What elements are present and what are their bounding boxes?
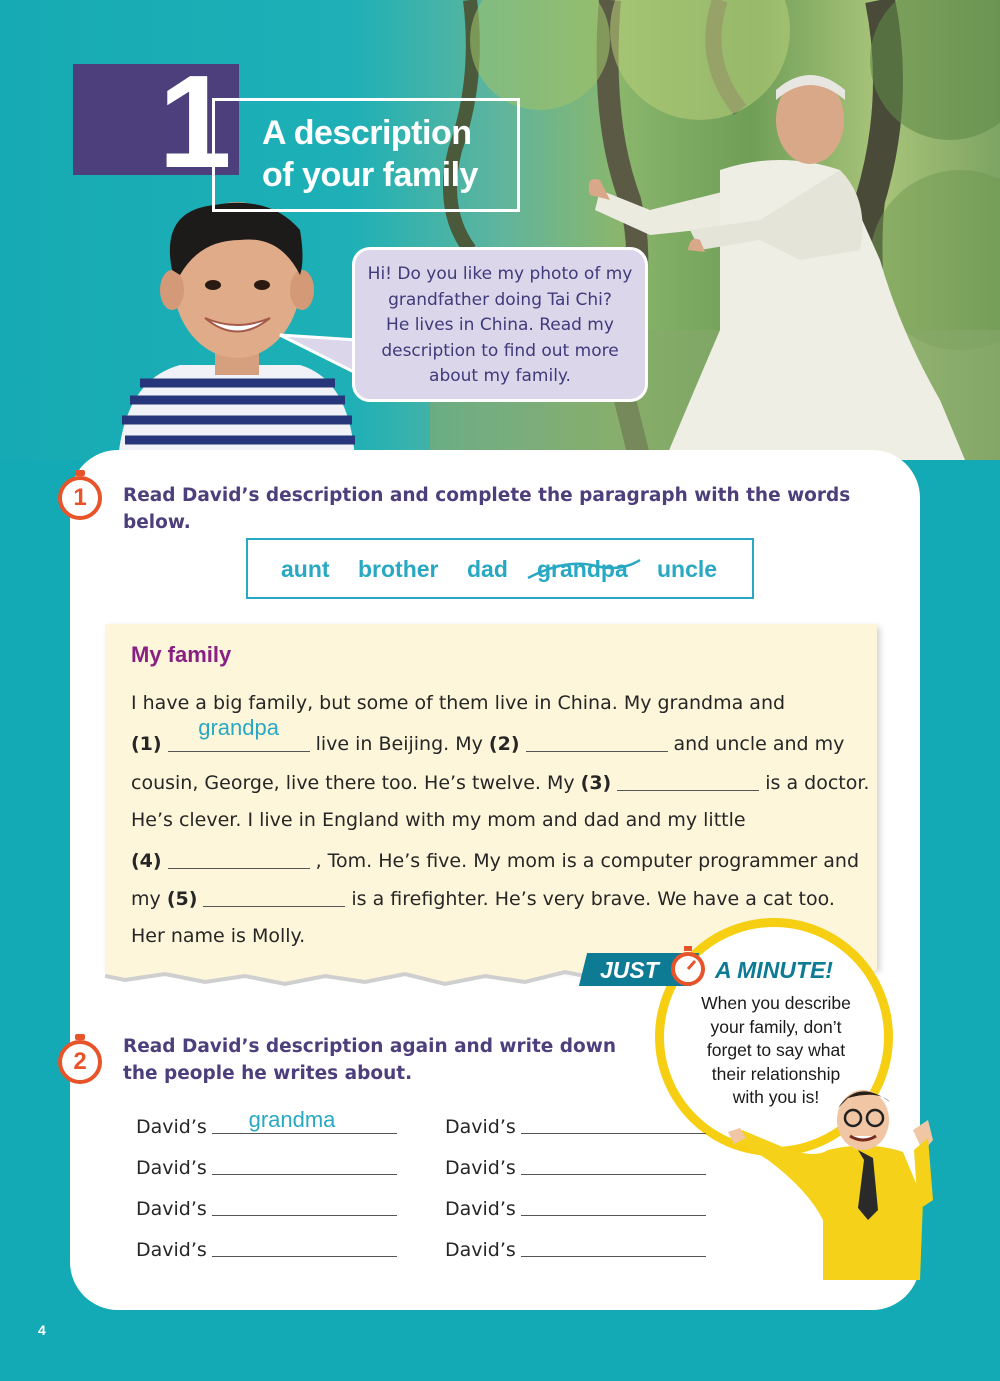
answer-label: David’s	[136, 1239, 207, 1261]
boy-figure	[118, 202, 355, 460]
cartoon-teacher-figure	[728, 1080, 938, 1280]
answer-label: David’s	[136, 1116, 207, 1138]
tip-line: forget to say what	[706, 1040, 846, 1060]
answer-line[interactable]	[521, 1133, 706, 1134]
blank-number: (5)	[166, 888, 198, 910]
paragraph-line	[131, 715, 845, 757]
blank-5[interactable]	[203, 884, 345, 907]
tip-line: with you is!	[732, 1087, 820, 1107]
paragraph-line	[131, 807, 746, 833]
paragraph-text: and uncle and my	[673, 733, 845, 755]
exercise1-instruction: Read David’s description and complete the paragraph with the words below.	[123, 485, 851, 533]
answer-label: David’s	[445, 1116, 516, 1138]
blank-1[interactable]	[168, 715, 310, 752]
paragraph-text: cousin, George, live there too. He’s twelve. My	[131, 772, 575, 794]
paragraph-text: Her name is Molly.	[131, 925, 306, 947]
tip-line: their relationship	[711, 1063, 841, 1084]
paragraph-title: My family	[131, 642, 232, 667]
answer-line[interactable]	[521, 1174, 706, 1175]
word-bank-word: dad	[467, 556, 508, 582]
example-answer: grandma	[248, 1107, 336, 1132]
blank-number: (4)	[131, 850, 162, 872]
paragraph-line	[131, 923, 305, 949]
word-bank-word: brother	[358, 556, 439, 582]
paragraph-text: live in Beijing. My	[315, 733, 483, 755]
bubble-line: Hi! Do you like my photo of my	[367, 264, 633, 284]
answer-label: David’s	[445, 1157, 516, 1179]
stopwatch-icon	[668, 945, 708, 989]
exercise2-instruction-line1: Read David’s description again and write down	[123, 1036, 617, 1057]
answer-line[interactable]	[212, 1133, 397, 1134]
unit-number: 1	[158, 48, 232, 195]
answer-line[interactable]	[212, 1215, 397, 1216]
unit-title-line1: A description	[262, 114, 472, 152]
exercise2-stopwatch-icon: 2	[58, 1040, 102, 1084]
answer-label: David’s	[136, 1198, 207, 1220]
tip-line: When you describe	[701, 993, 851, 1013]
paragraph-text: my	[131, 888, 161, 910]
speech-bubble	[352, 247, 648, 402]
bubble-line: grandfather doing Tai Chi?	[388, 289, 612, 310]
blank-4[interactable]	[168, 846, 310, 869]
tip-just-label: JUST	[600, 957, 659, 983]
word-bank-word-crossed: grandpa	[537, 556, 628, 582]
exercise1-stopwatch-icon: 1	[58, 476, 102, 520]
blank-number: (3)	[580, 772, 612, 794]
paragraph-text: is a firefighter. He’s very brave. We have a cat too.	[351, 888, 835, 910]
unit-title-line2: of your family	[262, 156, 478, 194]
paragraph-text: is a doctor.	[765, 772, 870, 794]
word-bank-word: uncle	[657, 556, 718, 582]
paragraph-text: I have a big family, but some of them live in China. My grandma and	[131, 692, 786, 714]
bubble-line: He lives in China. Read my	[386, 315, 614, 335]
blank-number: (1)	[131, 733, 162, 755]
paragraph-text: He’s clever. I live in England with my mom and dad and my little	[131, 809, 746, 831]
answer-line[interactable]	[212, 1174, 397, 1175]
answer-line[interactable]	[212, 1256, 397, 1257]
answer-label: David’s	[445, 1198, 516, 1220]
blank-2[interactable]	[526, 729, 668, 752]
paragraph-line	[131, 884, 835, 912]
exercise2-instruction	[123, 1033, 623, 1087]
answer-label: David’s	[445, 1239, 516, 1261]
bubble-line: description to find out more	[381, 340, 619, 361]
paragraph-text: , Tom. He’s five. My mom is a computer programmer and	[315, 850, 860, 872]
unit-title	[262, 112, 512, 196]
bubble-line: about my family.	[429, 366, 571, 386]
blank-number: (2)	[488, 733, 520, 755]
word-bank-word: aunt	[281, 556, 330, 582]
strikethrough-mark	[526, 556, 642, 582]
tip-line: your family, don’t	[710, 1016, 842, 1037]
answer-label: David’s	[136, 1157, 207, 1179]
paragraph-line	[131, 690, 785, 716]
page-number: 4	[38, 1322, 46, 1338]
answer-line[interactable]	[521, 1215, 706, 1216]
blank-3[interactable]	[617, 768, 759, 791]
exercise2-instruction-line2: the people he writes about.	[123, 1063, 413, 1084]
paragraph-note	[105, 624, 877, 969]
tip-minute-label: A MINUTE!	[715, 957, 833, 983]
paragraph-line	[131, 768, 869, 796]
paragraph-line	[131, 846, 859, 874]
blank-1-answer: grandpa	[198, 715, 279, 740]
answer-line[interactable]	[521, 1256, 706, 1257]
